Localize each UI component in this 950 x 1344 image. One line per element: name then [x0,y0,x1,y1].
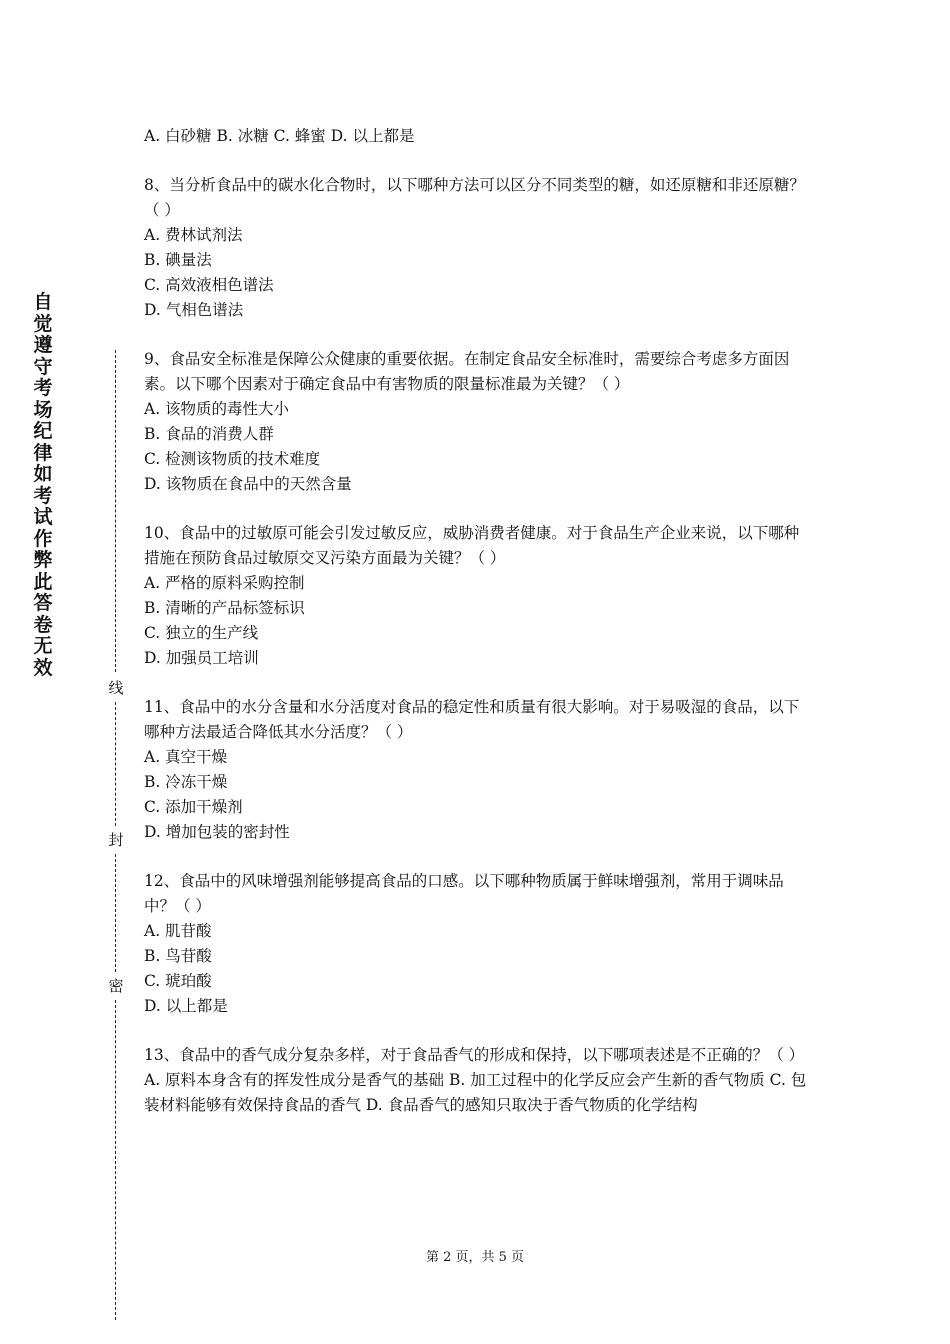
option-line: A. 白砂糖 B. 冰糖 C. 蜂蜜 D. 以上都是 [144,127,415,145]
question-stem: 13、食品中的香气成分复杂多样，对于食品香气的形成和保持，以下哪项表述是不正确的？（ ） [144,1046,805,1064]
question-9 [144,347,810,497]
option-a: A. 该物质的毒性大小 [144,400,290,418]
option-a: A. 费林试剂法 [144,226,243,244]
binding-line [106,350,126,1320]
question-11 [144,695,810,845]
option-d: D. 增加包装的密封性 [144,823,290,841]
option-c: C. 添加干燥剂 [144,798,243,816]
option-b: B. 冷冻干燥 [144,773,228,791]
option-a: A. 严格的原料采购控制 [144,574,305,592]
binding-mark-seal: 封 [108,831,124,849]
binding-dash-segment [115,1000,116,1320]
binding-dash-segment [115,854,116,972]
question-10 [144,521,810,671]
question-stem: 11、食品中的水分含量和水分活度对食品的稳定性和质量有很大影响。对于易吸湿的食品，以下哪种方法最适合降低其水分活度？（ ） [144,698,800,741]
question-12 [144,869,810,1019]
option-b: B. 鸟苷酸 [144,947,212,965]
option-b: B. 清晰的产品标签标识 [144,599,305,617]
binding-mark-line: 线 [108,679,124,697]
option-c: C. 检测该物质的技术难度 [144,450,321,468]
option-b: B. 碘量法 [144,251,212,269]
option-d: D. 气相色谱法 [144,301,244,319]
option-c: C. 独立的生产线 [144,624,259,642]
question-8 [144,173,810,323]
question-stem: 12、食品中的风味增强剂能够提高食品的口感。以下哪种物质属于鲜味增强剂，常用于调味品中？（ ） [144,872,784,915]
binding-dash-segment [115,350,116,672]
option-d: D. 加强员工培训 [144,649,259,667]
option-a: A. 真空干燥 [144,748,228,766]
option-a: A. 肌苷酸 [144,922,212,940]
exam-discipline-notice: 自觉遵守考场纪律如考试作弊此答卷无效 [33,291,53,679]
question-stem: 10、食品中的过敏原可能会引发过敏反应，威胁消费者健康。对于食品生产企业来说，以下哪种措施在预防食品过敏原交叉污染方面最为关键？（ ） [144,524,800,567]
question-stem: 8、当分析食品中的碳水化合物时，以下哪种方法可以区分不同类型的糖，如还原糖和非还原糖？（ ） [144,176,805,219]
option-d: D. 以上都是 [144,997,228,1015]
option-c: C. 高效液相色谱法 [144,276,274,294]
question-stem: 9、食品安全标准是保障公众健康的重要依据。在制定食品安全标准时，需要综合考虑多方面因素。以下哪个因素对于确定食品中有害物质的限量标准最为关键？（ ） [144,350,790,393]
question-13 [144,1043,810,1118]
option-line: A. 原料本身含有的挥发性成分是香气的基础 B. 加工过程中的化学反应会产生新的香气物质 C. 包装材料能够有效保持食品的香气 D. 食品香气的感知只取决于香气物质的化学结构 [144,1071,807,1114]
question-list [144,124,810,1142]
question-7-options [144,124,810,149]
page-number: 第 2 页，共 5 页 [425,1250,525,1265]
binding-dash-segment [115,702,116,826]
option-c: C. 琥珀酸 [144,972,212,990]
option-b: B. 食品的消费人群 [144,425,274,443]
option-d: D. 该物质在食品中的天然含量 [144,475,352,493]
binding-mark-secret: 密 [108,977,124,995]
